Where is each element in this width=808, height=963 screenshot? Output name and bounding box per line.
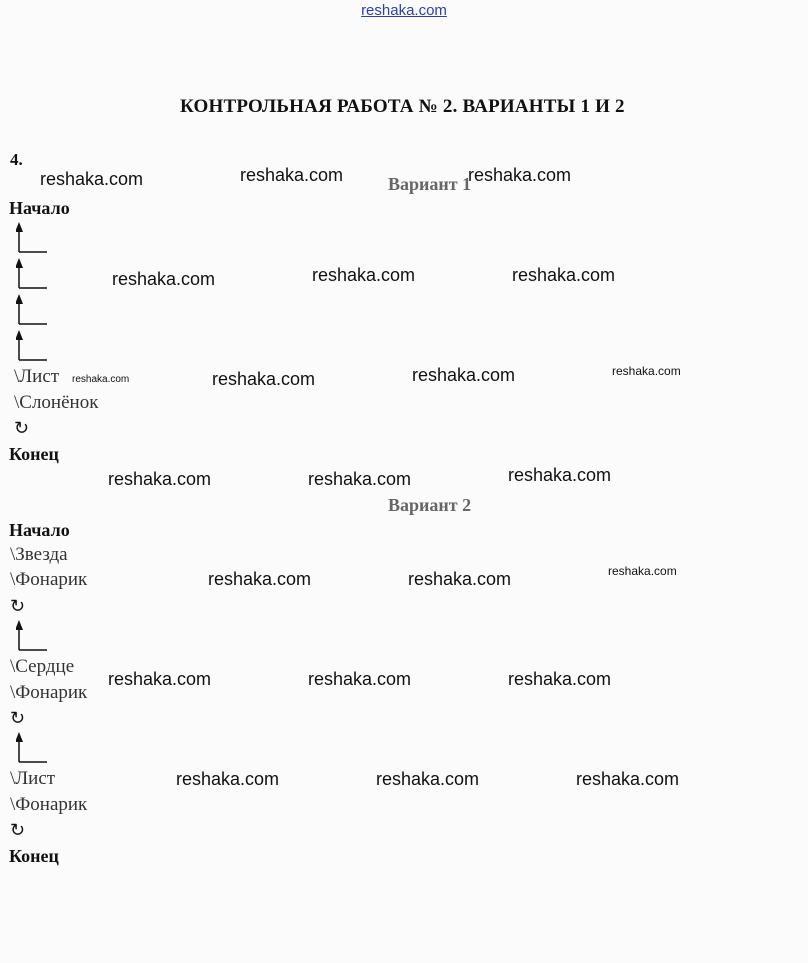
repeat-arrow-icon xyxy=(16,732,48,766)
watermark: reshaka.com xyxy=(72,374,130,385)
watermark: reshaka.com xyxy=(308,469,412,489)
loop-icon: ↻ xyxy=(10,708,26,728)
variant-2-start: Начало xyxy=(9,520,70,540)
repeat-arrow-icon xyxy=(16,258,48,292)
watermark: reshaka.com xyxy=(612,364,681,378)
repeat-arrow-icon xyxy=(16,222,48,256)
command-star: \Звезда xyxy=(10,544,68,565)
command-flashlight: \Фонарик xyxy=(10,569,88,590)
watermark: reshaka.com xyxy=(240,165,344,185)
variant-1-end: Конец xyxy=(9,444,59,464)
watermark: reshaka.com xyxy=(108,669,212,689)
watermark: reshaka.com xyxy=(212,369,316,389)
variant-1-heading: Вариант 1 xyxy=(388,174,472,194)
command-flashlight: \Фонарик xyxy=(10,794,88,815)
watermark: reshaka.com xyxy=(176,769,280,789)
variant-2-heading: Вариант 2 xyxy=(388,495,472,515)
watermark: reshaka.com xyxy=(208,569,312,589)
command-flashlight: \Фонарик xyxy=(10,682,88,703)
site-link[interactable]: reshaka.com xyxy=(361,2,447,19)
watermark: reshaka.com xyxy=(512,265,616,285)
watermark: reshaka.com xyxy=(412,365,516,385)
loop-icon: ↻ xyxy=(10,596,26,616)
command-list: \Лист xyxy=(14,366,60,387)
watermark: reshaka.com xyxy=(468,165,572,185)
watermark: reshaka.com xyxy=(40,169,144,189)
watermark: reshaka.com xyxy=(308,669,412,689)
watermark: reshaka.com xyxy=(312,265,416,285)
loop-icon: ↻ xyxy=(14,418,30,438)
command-elephant: \Слонёнок xyxy=(14,392,99,413)
variant-1-start: Начало xyxy=(9,198,70,218)
command-heart: \Сердце xyxy=(10,656,75,677)
repeat-arrow-icon xyxy=(16,620,48,654)
watermark: reshaka.com xyxy=(508,669,612,689)
repeat-arrow-icon xyxy=(16,294,48,328)
watermark: reshaka.com xyxy=(408,569,512,589)
watermark: reshaka.com xyxy=(112,269,216,289)
page-title: КОНТРОЛЬНАЯ РАБОТА № 2. ВАРИАНТЫ 1 И 2 xyxy=(180,96,625,117)
command-list: \Лист xyxy=(10,768,56,789)
watermark: reshaka.com xyxy=(576,769,680,789)
task-number: 4. xyxy=(10,150,23,169)
watermark: reshaka.com xyxy=(376,769,480,789)
loop-icon: ↻ xyxy=(10,820,26,840)
watermark: reshaka.com xyxy=(508,465,612,485)
watermark: reshaka.com xyxy=(108,469,212,489)
repeat-arrow-icon xyxy=(16,330,48,364)
watermark: reshaka.com xyxy=(608,564,677,578)
variant-2-end: Конец xyxy=(9,846,59,866)
